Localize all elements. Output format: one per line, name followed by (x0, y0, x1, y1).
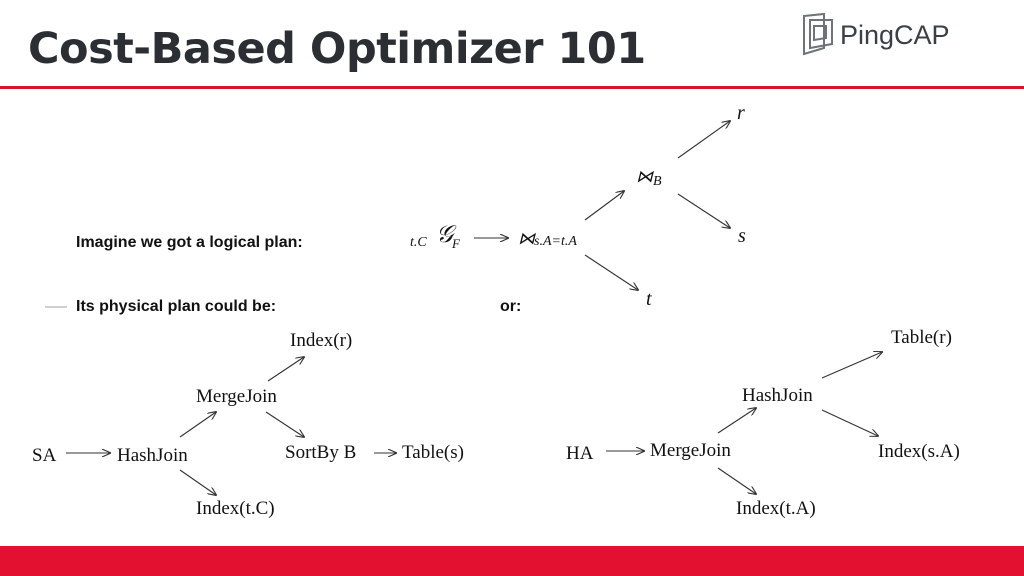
leaf-s: s (738, 225, 746, 247)
logo-text: PingCAP (840, 20, 950, 50)
arrow-join-to-joinB (585, 191, 624, 220)
plan1-sortby: SortBy B (285, 442, 357, 463)
plan2-table-r: Table(r) (891, 327, 952, 348)
plan2-hashjoin: HashJoin (742, 385, 813, 406)
plan1-index-tc: Index(t.C) (196, 498, 275, 519)
plan1-mergejoin: MergeJoin (196, 386, 277, 407)
arrow-mergejoin-to-sortby (266, 412, 304, 437)
plan2-mergejoin: MergeJoin (650, 440, 731, 461)
bullet-physical-plan: Its physical plan could be: (76, 298, 277, 315)
slide-title: Cost-Based Optimizer 101 (28, 24, 646, 74)
arrow-mergejoin-to-index-ta (718, 468, 756, 494)
arrow-hashjoin-to-mergejoin (180, 412, 216, 437)
join-symbol-2: ⋈ (636, 167, 653, 186)
arrow-mergejoin-to-index-r (268, 357, 304, 381)
plan2-root-ha: HA (566, 443, 594, 464)
leaf-t: t (646, 288, 652, 310)
arrow-hashjoin-to-index-sa (822, 410, 878, 436)
plan1-root-sa: SA (32, 445, 57, 466)
plan2-index-ta: Index(t.A) (736, 498, 816, 519)
join-B-subscript: B (653, 174, 662, 189)
join-symbol-1: ⋈ (518, 229, 535, 248)
or-label: or: (500, 298, 522, 315)
physical-plan-1 (32, 330, 464, 519)
footer-bar (0, 546, 1024, 576)
logical-plan (410, 102, 746, 310)
arrow-mergejoin-to-hashjoin (718, 408, 756, 433)
arrow-hashjoin-to-table-r (822, 352, 882, 378)
arrow-join-to-t (585, 255, 638, 290)
plan1-table-s: Table(s) (402, 442, 464, 463)
arrow-joinB-to-s (678, 194, 730, 228)
plan2-index-sa: Index(s.A) (878, 441, 960, 462)
agg-subscript: F (452, 236, 460, 251)
plan1-index-r: Index(r) (290, 330, 353, 351)
join-condition: s.A=t.A (534, 234, 577, 249)
physical-plan-2 (566, 327, 960, 519)
plan1-hashjoin: HashJoin (117, 445, 188, 466)
leaf-r: r (737, 102, 745, 124)
agg-symbol: 𝒢 (436, 222, 454, 248)
agg-prefix: t.C (410, 235, 427, 250)
bullet-logical-plan: Imagine we got a logical plan: (76, 234, 303, 251)
arrow-hashjoin-to-index-tc (180, 470, 216, 495)
arrow-joinB-to-r (678, 121, 730, 158)
